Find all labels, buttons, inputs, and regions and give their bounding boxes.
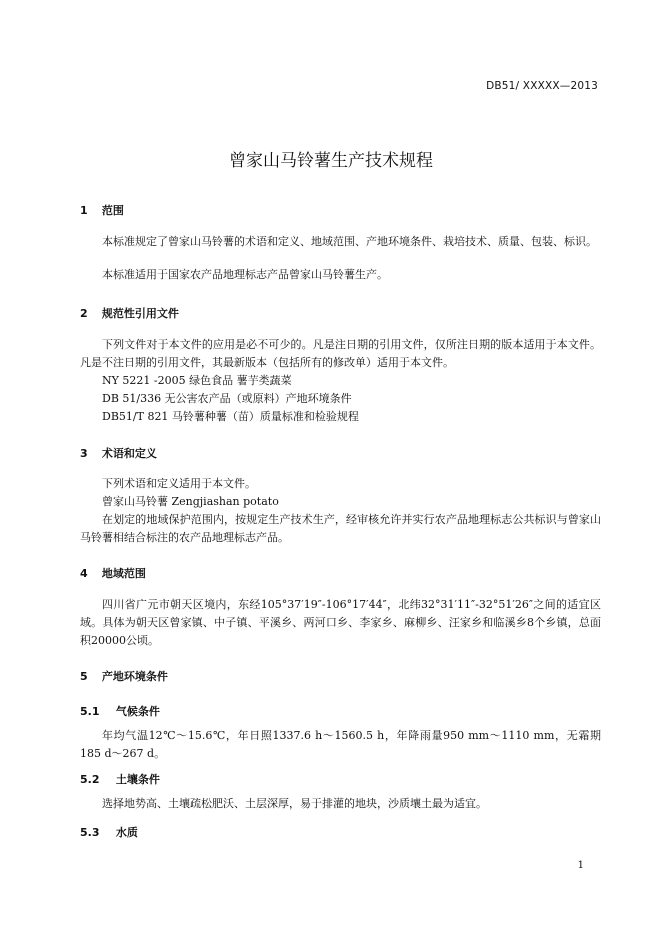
section-number: 3 [80,447,88,460]
subsection-title: 气候条件 [115,705,160,718]
section-number: 2 [80,307,88,320]
subsection-number: 5.2 [80,773,100,786]
term-entry: 曾家山马铃薯 Zengjiashan potato [102,495,279,508]
subsection-title: 土壤条件 [115,773,160,786]
section-4-heading [80,565,146,581]
section-title: 产地环境条件 [101,670,168,683]
section-5-1-paragraph: 年均气温12℃～15.6℃，年日照1337.6 h～1560.5 h，年降雨量950 mm～1110 mm，无霜期185 d～267 d。 [80,729,601,760]
section-5-1-heading [80,703,160,719]
section-title: 术语和定义 [101,447,157,460]
section-1-paragraph-2: 本标准适用于国家农产品地理标志产品曾家山马铃薯生产。 [102,268,388,281]
section-title: 地域范围 [101,567,146,580]
section-3-paragraph-1: 下列术语和定义适用于本文件。 [102,477,256,490]
document-code: DB51/ XXXXX—2013 [486,80,598,92]
section-number: 1 [80,204,88,217]
reference-item: DB 51/336 无公害农产品（或原料）产地环境条件 [102,392,352,405]
section-5-3-heading [80,824,138,840]
subsection-title: 水质 [115,826,138,839]
section-number: 4 [80,567,88,580]
section-1-paragraph-1: 本标准规定了曾家山马铃薯的术语和定义、地域范围、产地环境条件、栽培技术、质量、包装、标识。 [102,235,597,248]
reference-item: DB51/T 821 马铃薯种薯（苗）质量标准和检验规程 [102,410,359,423]
section-title: 范围 [101,204,124,217]
subsection-number: 5.3 [80,826,100,839]
reference-item: NY 5221 -2005 绿色食品 薯芋类蔬菜 [102,374,292,387]
section-number: 5 [80,670,88,683]
section-2-heading [80,305,179,321]
document-title: 曾家山马铃薯生产技术规程 [229,151,433,171]
section-5-2-heading [80,771,160,787]
section-3-paragraph-2: 在划定的地域保护范围内，按规定生产技术生产，经审核允许并实行农产品地理标志公共标识与曾家山马铃薯相结合标注的农产品地理标志产品。 [80,513,601,544]
section-5-2-paragraph: 选择地势高、土壤疏松肥沃、土层深厚，易于排灌的地块，沙质壤土最为适宜。 [102,797,487,810]
section-5-heading [80,668,168,684]
section-4-paragraph-1: 四川省广元市朝天区境内，东经105°37′19″-106°17′44″，北纬32°31′11″-32°51′26″之间的适宜区域。具体为朝天区曾家镇、中子镇、平溪乡、两河口乡、李家乡、麻柳乡、汪家乡和临溪乡8个乡镇，总面积20000公顷。 [80,598,601,647]
section-1-heading [80,202,124,218]
subsection-number: 5.1 [80,705,100,718]
section-2-paragraph-1: 下列文件对于本文件的应用是必不可少的。凡是注日期的引用文件，仅所注日期的版本适用于本文件。凡是不注日期的引用文件，其最新版本（包括所有的修改单）适用于本文件。 [80,338,601,369]
section-3-heading [80,445,157,461]
page-number: 1 [577,860,584,871]
section-title: 规范性引用文件 [101,307,179,320]
